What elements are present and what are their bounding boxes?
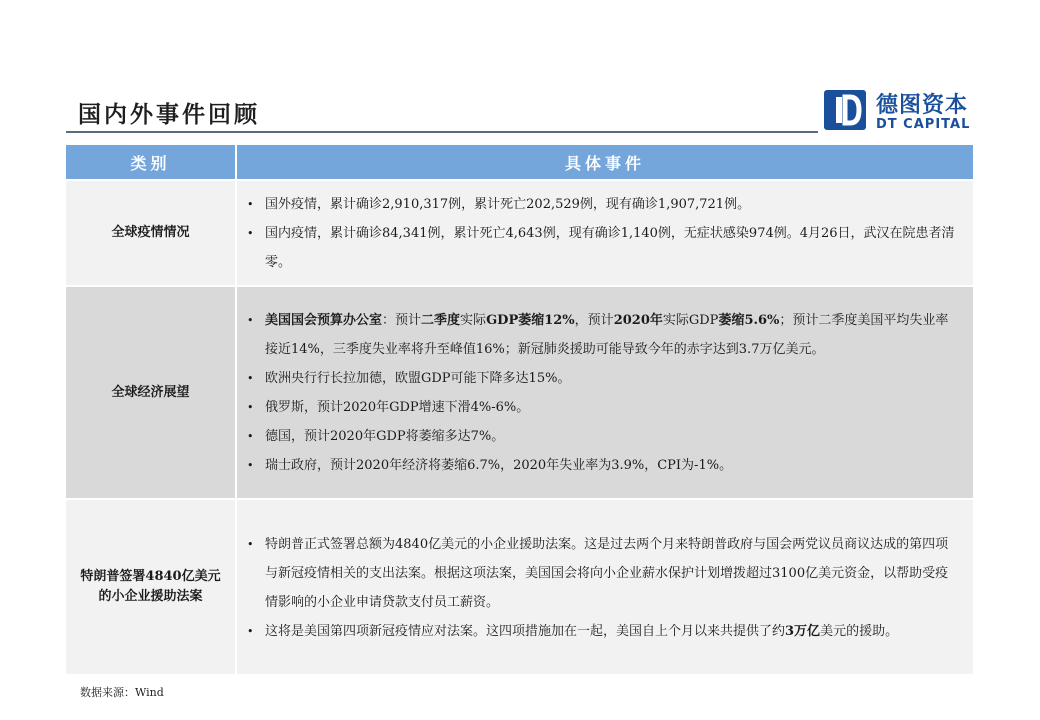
column-header-category: 类别: [66, 145, 236, 180]
table-row: [66, 499, 973, 674]
event-text: 美元的援助。: [820, 623, 899, 639]
event-text-bold: 萎缩5.6%: [718, 313, 780, 328]
bullet-icon: •: [247, 401, 254, 414]
logo-english-name: DT CAPITAL: [876, 117, 971, 132]
event-text: ，预计: [574, 313, 614, 328]
events-review-table: [66, 145, 973, 674]
events-cell: [236, 499, 973, 674]
list-item: [243, 219, 961, 277]
event-text: 欧洲央行行长拉加德，欧盟GDP可能下降多达15%。: [265, 371, 571, 386]
table-row: [66, 286, 973, 499]
bullet-icon: •: [247, 430, 254, 443]
event-list: [243, 306, 961, 480]
bullet-icon: •: [247, 537, 254, 551]
logo-mark-letter: D: [845, 116, 846, 117]
event-list: [243, 190, 961, 277]
category-cell: 特朗普签署4840亿美元的小企业援助法案: [66, 499, 236, 674]
event-text: 实际GDP: [662, 313, 719, 328]
bullet-icon: •: [247, 227, 254, 240]
event-text-bold: GDP萎缩12%: [486, 313, 575, 328]
event-text: ：预计: [382, 313, 422, 328]
event-text-bold: 美国国会预算办公室: [265, 313, 383, 328]
event-text-bold: 2020年: [613, 313, 663, 328]
bullet-icon: •: [247, 459, 254, 472]
event-text-bold: 3万亿: [785, 623, 821, 639]
data-source-note: 数据来源：Wind: [80, 686, 164, 699]
list-item: [243, 617, 961, 646]
category-cell: 全球疫情情况: [66, 180, 236, 286]
list-item: [243, 422, 961, 451]
company-logo: [824, 88, 976, 134]
list-item: [243, 451, 961, 480]
event-text: 这将是美国第四项新冠疫情应对法案。这四项措施加在一起，美国自上个月以来共提供了约: [265, 623, 786, 639]
table-header-row: [66, 145, 973, 180]
title-divider: [66, 131, 818, 133]
events-cell: [236, 180, 973, 286]
logo-mark-icon: [824, 90, 866, 130]
column-header-events: 具体事件: [236, 145, 973, 180]
category-cell: 全球经济展望: [66, 286, 236, 499]
event-text: 特朗普正式签署总额为4840亿美元的小企业援助法案。这是过去两个月来特朗普政府与国会两党议员商议达成的第四项与新冠疫情相关的支出法案。根据这项法案，美国国会将向小企业薪水保护计划增拨超过3100亿美元资金，以帮助受疫情影响的小企业申请贷款支付员工薪资。: [265, 536, 949, 610]
bullet-icon: •: [247, 198, 254, 211]
event-text: 瑞士政府，预计2020年经济将萎缩6.7%，2020年失业率为3.9%，CPI为-1%。: [265, 458, 733, 473]
list-item: [243, 393, 961, 422]
event-text: 国内疫情，累计确诊84,341例，累计死亡4,643例，现有确诊1,140例，无症状感染974例。4月26日，武汉在院患者清零。: [265, 226, 955, 270]
list-item: [243, 364, 961, 393]
event-list: [243, 530, 961, 646]
page-title: 国内外事件回顾: [78, 102, 260, 128]
events-cell: [236, 286, 973, 499]
bullet-icon: •: [247, 624, 254, 638]
event-text: ；预计二季度美国平均失业率接近14%，三季度失业率将升至峰值16%；新冠肺炎援助可能导致今年的赤字达到3.7万亿美元。: [265, 313, 949, 357]
bullet-icon: •: [247, 372, 254, 385]
logo-chinese-name: 德图资本: [876, 93, 969, 118]
bullet-icon: •: [247, 314, 254, 327]
event-text: 德国，预计2020年GDP将萎缩多达7%。: [265, 429, 505, 444]
list-item: [243, 190, 961, 219]
table-row: [66, 180, 973, 286]
event-text-bold: 二季度: [421, 313, 461, 328]
list-item: [243, 530, 961, 617]
event-text: 俄罗斯，预计2020年GDP增速下滑4%-6%。: [265, 400, 530, 415]
event-text: 实际: [460, 313, 487, 328]
event-text: 国外疫情，累计确诊2,910,317例，累计死亡202,529例，现有确诊1,907,721例。: [265, 197, 751, 212]
list-item: [243, 306, 961, 364]
